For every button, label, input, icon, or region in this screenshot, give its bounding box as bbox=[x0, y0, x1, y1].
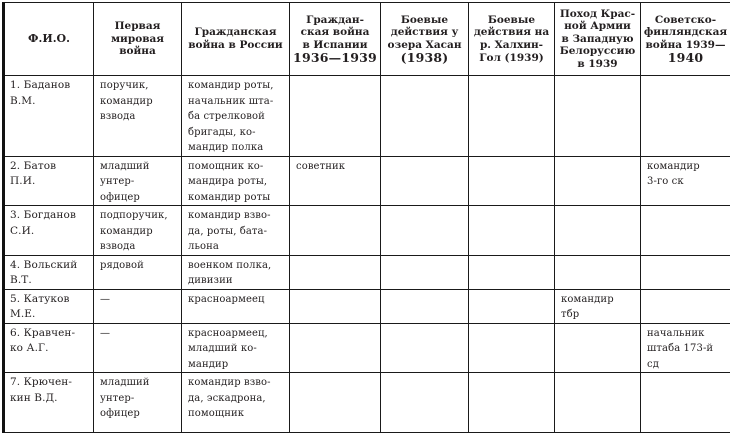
cell-soviet-finnish bbox=[641, 289, 730, 323]
cell-fio bbox=[4, 289, 94, 323]
cell-ww1 bbox=[94, 373, 182, 433]
cell-civil-war-russia bbox=[182, 323, 290, 373]
cell-khasan bbox=[381, 255, 469, 289]
cell-text-line: дивизии bbox=[188, 273, 285, 289]
cell-spain bbox=[290, 323, 381, 373]
cell-western-belarus bbox=[555, 206, 641, 256]
table-row bbox=[4, 76, 730, 157]
cell-soviet-finnish bbox=[641, 323, 730, 373]
cell-text-line: В.М. bbox=[10, 94, 89, 110]
cell-text-line: 1. Баданов bbox=[10, 78, 89, 94]
cell-text-line: 5. Катуков bbox=[10, 292, 89, 308]
cell-civil-war-russia bbox=[182, 373, 290, 433]
table-row bbox=[4, 206, 730, 256]
header-text-line: 1940 bbox=[643, 52, 728, 65]
cell-spain bbox=[290, 289, 381, 323]
column-header-spain bbox=[290, 3, 381, 76]
cell-civil-war-russia bbox=[182, 289, 290, 323]
cell-text-line: командир роты bbox=[188, 190, 285, 206]
cell-civil-war-russia bbox=[182, 76, 290, 157]
cell-text-line: начальник bbox=[647, 326, 726, 342]
header-text-line: война 1939— bbox=[643, 39, 728, 52]
cell-text-line: 6. Кравчен- bbox=[10, 326, 89, 342]
cell-fio bbox=[4, 76, 94, 157]
cell-text-line: штаба 173-й bbox=[647, 341, 726, 357]
cell-khasan bbox=[381, 289, 469, 323]
cell-khalkhin-gol bbox=[469, 373, 555, 433]
column-header-fio bbox=[4, 3, 94, 76]
document-page bbox=[2, 2, 729, 422]
cell-text-line: 3. Богданов bbox=[10, 208, 89, 224]
column-header-western-belarus bbox=[555, 3, 641, 76]
cell-text-line: рядовой bbox=[100, 258, 177, 274]
cell-text-line: офицер bbox=[100, 406, 177, 422]
cell-ww1 bbox=[94, 289, 182, 323]
header-text-line: в Западную bbox=[557, 33, 638, 46]
cell-text-line: В.Т. bbox=[10, 273, 89, 289]
cell-text-line: красноармеец, bbox=[188, 326, 285, 342]
header-text-line: в Испании bbox=[292, 39, 378, 52]
column-header-soviet-finnish bbox=[641, 3, 730, 76]
cell-spain bbox=[290, 156, 381, 206]
cell-fio bbox=[4, 156, 94, 206]
cell-text-line: поручик, bbox=[100, 78, 177, 94]
cell-text-line: командир взво- bbox=[188, 208, 285, 224]
cell-western-belarus bbox=[555, 289, 641, 323]
header-text-line: действия у bbox=[383, 26, 466, 39]
column-header-civil-war-russia bbox=[182, 3, 290, 76]
cell-text-line: 2. Батов bbox=[10, 159, 89, 175]
cell-text-line: унтер- bbox=[100, 174, 177, 190]
cell-text-line: кин В.Д. bbox=[10, 391, 89, 407]
cell-soviet-finnish bbox=[641, 156, 730, 206]
header-text-line: Первая bbox=[96, 20, 179, 33]
cell-text-line: да, эскадрона, bbox=[188, 391, 285, 407]
table-header-row bbox=[4, 3, 730, 76]
cell-ww1 bbox=[94, 206, 182, 256]
cell-fio bbox=[4, 323, 94, 373]
cell-khasan bbox=[381, 323, 469, 373]
header-text-line: Граждан- bbox=[292, 14, 378, 27]
cell-text-line: начальник шта- bbox=[188, 94, 285, 110]
cell-spain bbox=[290, 255, 381, 289]
cell-civil-war-russia bbox=[182, 255, 290, 289]
cell-text-line: военком полка, bbox=[188, 258, 285, 274]
cell-spain bbox=[290, 373, 381, 433]
cell-khasan bbox=[381, 206, 469, 256]
cell-text-line: 7. Крючен- bbox=[10, 375, 89, 391]
cell-text-line: взвода bbox=[100, 239, 177, 255]
cell-khalkhin-gol bbox=[469, 76, 555, 157]
table-row bbox=[4, 255, 730, 289]
cell-text-line: М.Е. bbox=[10, 307, 89, 323]
cell-text-line: ко А.Г. bbox=[10, 341, 89, 357]
cell-western-belarus bbox=[555, 76, 641, 157]
header-text-line: ной Армии bbox=[557, 20, 638, 33]
cell-western-belarus bbox=[555, 255, 641, 289]
header-text-line: в 1939 bbox=[557, 58, 638, 71]
cell-text-line: офицер bbox=[100, 190, 177, 206]
cell-text-line: мандира роты, bbox=[188, 174, 285, 190]
cell-text-line: младший bbox=[100, 375, 177, 391]
cell-fio bbox=[4, 373, 94, 433]
cell-text-line: ба стрелковой bbox=[188, 109, 285, 125]
cell-text-line: унтер- bbox=[100, 391, 177, 407]
cell-soviet-finnish bbox=[641, 76, 730, 157]
column-header-khasan bbox=[381, 3, 469, 76]
cell-khalkhin-gol bbox=[469, 255, 555, 289]
header-text-line: Ф.И.О. bbox=[7, 33, 91, 46]
cell-text-line: командир bbox=[100, 94, 177, 110]
cell-text-line: командир bbox=[100, 224, 177, 240]
header-text-line: война bbox=[96, 45, 179, 58]
cell-text-line: младший ко- bbox=[188, 341, 285, 357]
cell-western-belarus bbox=[555, 323, 641, 373]
commanders-service-table bbox=[2, 2, 730, 433]
header-text-line: р. Халхин- bbox=[471, 39, 552, 52]
cell-text-line: С.И. bbox=[10, 224, 89, 240]
header-text-line: озера Хасан bbox=[383, 39, 466, 52]
cell-khalkhin-gol bbox=[469, 289, 555, 323]
cell-khasan bbox=[381, 373, 469, 433]
cell-fio bbox=[4, 255, 94, 289]
cell-spain bbox=[290, 76, 381, 157]
column-header-khalkhin-gol bbox=[469, 3, 555, 76]
column-header-ww1 bbox=[94, 3, 182, 76]
cell-ww1 bbox=[94, 323, 182, 373]
header-text-line: ская война bbox=[292, 26, 378, 39]
cell-text-line: бригады, ко- bbox=[188, 125, 285, 141]
cell-western-belarus bbox=[555, 373, 641, 433]
cell-text-line: советник bbox=[296, 159, 376, 175]
cell-western-belarus bbox=[555, 156, 641, 206]
cell-text-line: мандир полка bbox=[188, 140, 285, 156]
cell-ww1 bbox=[94, 76, 182, 157]
header-text-line: действия на bbox=[471, 26, 552, 39]
header-text-line: Советско- bbox=[643, 14, 728, 27]
cell-text-line: тбр bbox=[561, 307, 636, 323]
cell-text-line: льона bbox=[188, 239, 285, 255]
table-row bbox=[4, 373, 730, 433]
table-body bbox=[4, 76, 730, 433]
header-text-line: Гол (1939) bbox=[471, 52, 552, 65]
cell-khalkhin-gol bbox=[469, 156, 555, 206]
header-text-line: Боевые bbox=[471, 14, 552, 27]
table-row bbox=[4, 156, 730, 206]
cell-khasan bbox=[381, 156, 469, 206]
cell-text-line: командир bbox=[647, 159, 726, 175]
header-text-line: война в России bbox=[184, 39, 287, 52]
cell-soviet-finnish bbox=[641, 255, 730, 289]
cell-civil-war-russia bbox=[182, 156, 290, 206]
cell-text-line: красноармеец bbox=[188, 292, 285, 308]
cell-spain bbox=[290, 206, 381, 256]
cell-soviet-finnish bbox=[641, 373, 730, 433]
header-text-line: Гражданская bbox=[184, 26, 287, 39]
header-text-line: мировая bbox=[96, 33, 179, 46]
cell-text-line: мандир bbox=[188, 357, 285, 373]
cell-khasan bbox=[381, 76, 469, 157]
header-text-line: финляндская bbox=[643, 26, 728, 39]
header-text-line: Поход Крас- bbox=[557, 8, 638, 21]
cell-text-line: подпоручик, bbox=[100, 208, 177, 224]
header-text-line: (1938) bbox=[383, 52, 466, 65]
cell-fio bbox=[4, 206, 94, 256]
header-text-line: 1936—1939 bbox=[292, 52, 378, 65]
cell-khalkhin-gol bbox=[469, 323, 555, 373]
cell-text-line: командир взво- bbox=[188, 375, 285, 391]
cell-text-line: 3-го ск bbox=[647, 174, 726, 190]
cell-text-line: да, роты, бата- bbox=[188, 224, 285, 240]
table-row bbox=[4, 323, 730, 373]
cell-civil-war-russia bbox=[182, 206, 290, 256]
cell-text-line: П.И. bbox=[10, 174, 89, 190]
cell-ww1 bbox=[94, 255, 182, 289]
header-text-line: Боевые bbox=[383, 14, 466, 27]
cell-text-line: сд bbox=[647, 357, 726, 373]
header-text-line: Белоруссию bbox=[557, 45, 638, 58]
cell-text-line: младший bbox=[100, 159, 177, 175]
cell-khalkhin-gol bbox=[469, 206, 555, 256]
cell-text-line: взвода bbox=[100, 109, 177, 125]
cell-text-line: помощник ко- bbox=[188, 159, 285, 175]
cell-soviet-finnish bbox=[641, 206, 730, 256]
cell-text-line: помощник bbox=[188, 406, 285, 422]
cell-text-line: — bbox=[100, 292, 177, 308]
cell-ww1 bbox=[94, 156, 182, 206]
table-row bbox=[4, 289, 730, 323]
cell-text-line: командир роты, bbox=[188, 78, 285, 94]
cell-text-line: командир bbox=[561, 292, 636, 308]
cell-text-line: 4. Вольский bbox=[10, 258, 89, 274]
cell-text-line: — bbox=[100, 326, 177, 342]
